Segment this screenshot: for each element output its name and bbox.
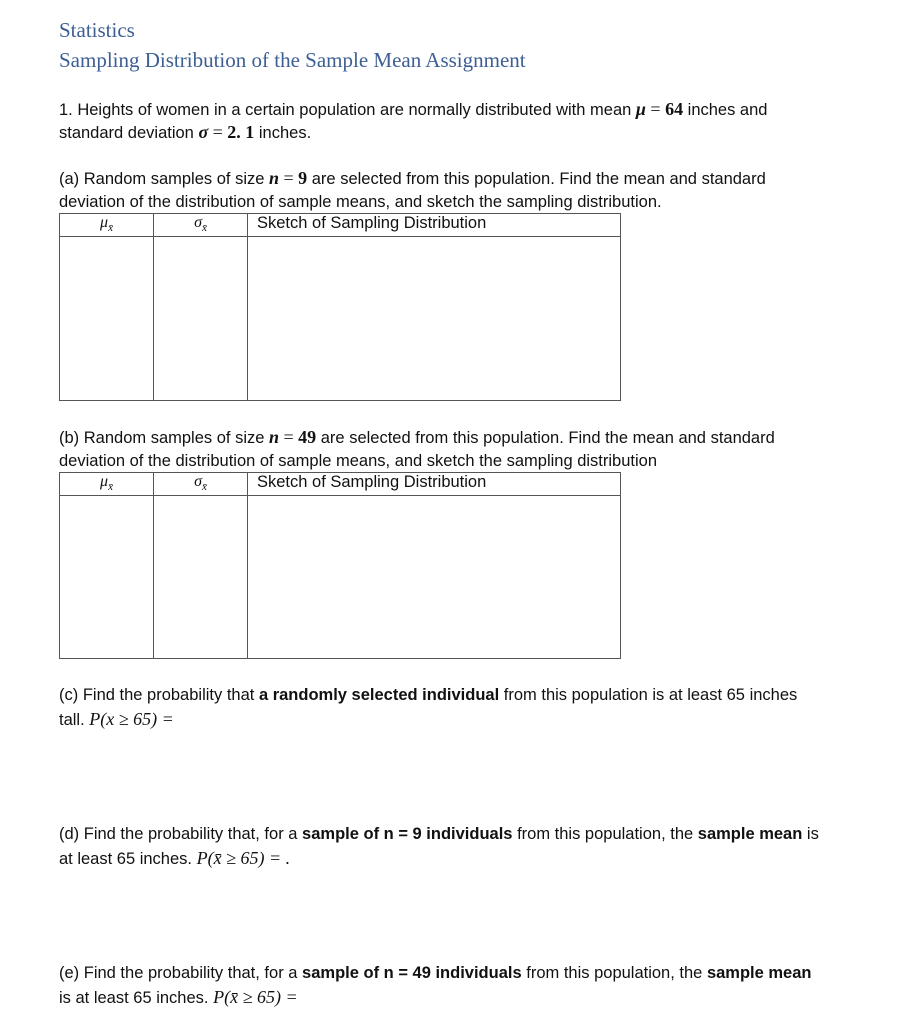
part-c-line2: tall. P(x ≥ 65) = xyxy=(59,709,174,729)
header-sigma-xbar: $\sigma_{x̄}$ xyxy=(154,473,248,496)
problem1-line2: standard deviation σ = 2. 1 inches. xyxy=(59,122,312,142)
answer-table-b xyxy=(59,472,621,659)
answer-cell-sd[interactable] xyxy=(154,496,248,659)
problem1-line1: 1. Heights of women in a certain population are normally distributed with mean μ = 64 inches and xyxy=(59,99,768,119)
part-e-line2: is at least 65 inches. P(x̄ ≥ 65) = xyxy=(59,987,298,1007)
answer-cell-sketch[interactable] xyxy=(248,496,621,659)
part-a-line2: deviation of the distribution of sample means, and sketch the sampling distribution. xyxy=(59,193,662,211)
assignment-title: Sampling Distribution of the Sample Mean Assignment xyxy=(59,48,526,72)
header-sigma-xbar: $\sigma_{x̄}$ xyxy=(154,214,248,237)
prob-expression-c: P(x ≥ 65) = xyxy=(89,709,174,729)
part-a-line1: (a) Random samples of size n = 9 are selected from this population. Find the mean and standard xyxy=(59,168,766,188)
answer-cell-mean[interactable] xyxy=(60,496,154,659)
part-c-line1: (c) Find the probability that a randomly selected individual from this population is at least 65 inches xyxy=(59,686,798,704)
header-mu-xbar: $\mu_{x̄}$ xyxy=(60,473,154,496)
part-d-line2: at least 65 inches. P(x̄ ≥ 65) = . xyxy=(59,848,291,868)
prob-expression-e: P(x̄ ≥ 65) = xyxy=(213,987,298,1007)
part-b-line2: deviation of the distribution of sample means, and sketch the sampling distribution xyxy=(59,452,658,470)
header-mu-xbar: $\mu_{x̄}$ xyxy=(60,214,154,237)
answer-cell-sd[interactable] xyxy=(154,237,248,401)
part-d-line1: (d) Find the probability that, for a sample of n = 9 individuals from this population, the sample mean is xyxy=(59,825,819,843)
prob-expression-d: P(x̄ ≥ 65) = . xyxy=(196,848,291,868)
answer-cell-mean[interactable] xyxy=(60,237,154,401)
header-sketch: Sketch of Sampling Distribution xyxy=(248,473,621,496)
part-e-line1: (e) Find the probability that, for a sample of n = 49 individuals from this population, the sample mean xyxy=(59,964,812,982)
answer-table-a xyxy=(59,213,621,401)
answer-cell-sketch[interactable] xyxy=(248,237,621,401)
subject-title: Statistics xyxy=(59,18,135,42)
header-sketch: Sketch of Sampling Distribution xyxy=(248,214,621,237)
part-b-line1: (b) Random samples of size n = 49 are selected from this population. Find the mean and standard xyxy=(59,427,775,447)
